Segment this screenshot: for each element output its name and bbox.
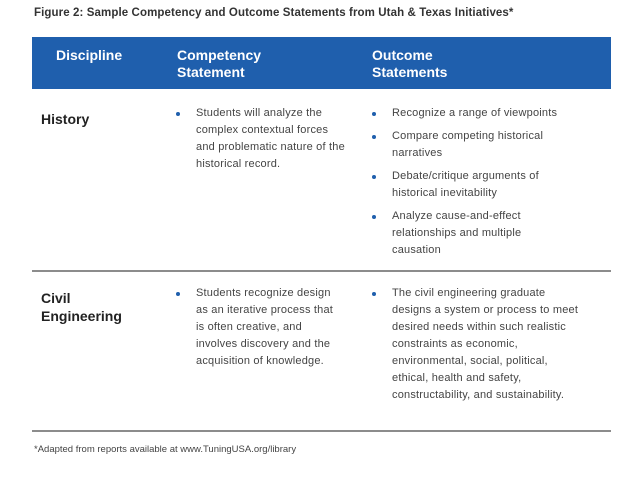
outcome-item <box>371 128 578 162</box>
row-civil-competency-list <box>175 285 335 370</box>
bullet-icon <box>372 135 376 139</box>
header-competency-line2: Statement <box>177 64 245 80</box>
bullet-icon <box>372 215 376 219</box>
bullet-icon <box>176 292 180 296</box>
header-outcome <box>372 47 447 81</box>
bullet-icon <box>372 292 376 296</box>
bullet-icon <box>372 175 376 179</box>
row-history-discipline: History <box>41 111 90 127</box>
table-header <box>32 37 611 89</box>
competency-item <box>175 285 335 370</box>
figure-title: Figure 2: Sample Competency and Outcome Statements from Utah & Texas Initiatives* <box>34 7 514 19</box>
outcome-item <box>371 285 583 404</box>
discipline-line1: Civil <box>41 290 71 306</box>
row-divider <box>32 270 611 272</box>
header-competency <box>177 47 261 81</box>
outcome-item <box>371 208 568 259</box>
header-outcome-line2: Statements <box>372 64 448 80</box>
bullet-icon <box>176 112 180 116</box>
footnote: *Adapted from reports available at www.TuningUSA.org/library <box>34 444 297 455</box>
outcome-item <box>371 105 601 122</box>
row-civil-outcome-list <box>371 285 583 404</box>
competency-text: Students will analyze the complex contextual forces and problematic nature of the historical record. <box>196 107 345 170</box>
discipline-line2: Engineering <box>41 308 122 324</box>
table-bottom-divider <box>32 430 611 432</box>
header-competency-line1: Competency <box>177 47 262 63</box>
outcome-text: Compare competing historical narratives <box>392 130 544 159</box>
outcome-text: Recognize a range of viewpoints <box>392 107 558 119</box>
competency-item <box>175 105 347 173</box>
competency-text: Students recognize design as an iterative process that is often creative, and involves discovery and the acquisition of knowledge. <box>196 287 334 367</box>
header-discipline: Discipline <box>56 47 123 63</box>
outcome-item <box>371 168 578 202</box>
row-history-competency-list <box>175 105 347 173</box>
row-history-outcome-list <box>371 105 601 259</box>
row-civil-engineering-discipline <box>41 289 122 325</box>
header-outcome-line1: Outcome <box>372 47 433 63</box>
outcome-text: The civil engineering graduate designs a system or process to meet desired needs within such realistic constraints as economic, environmental, social, political, ethical, health and safety, constructability, and sustainability. <box>392 287 579 401</box>
outcome-text: Analyze cause-and-effect relationships and multiple causation <box>392 210 522 256</box>
bullet-icon <box>372 112 376 116</box>
outcome-text: Debate/critique arguments of historical inevitability <box>392 170 539 199</box>
